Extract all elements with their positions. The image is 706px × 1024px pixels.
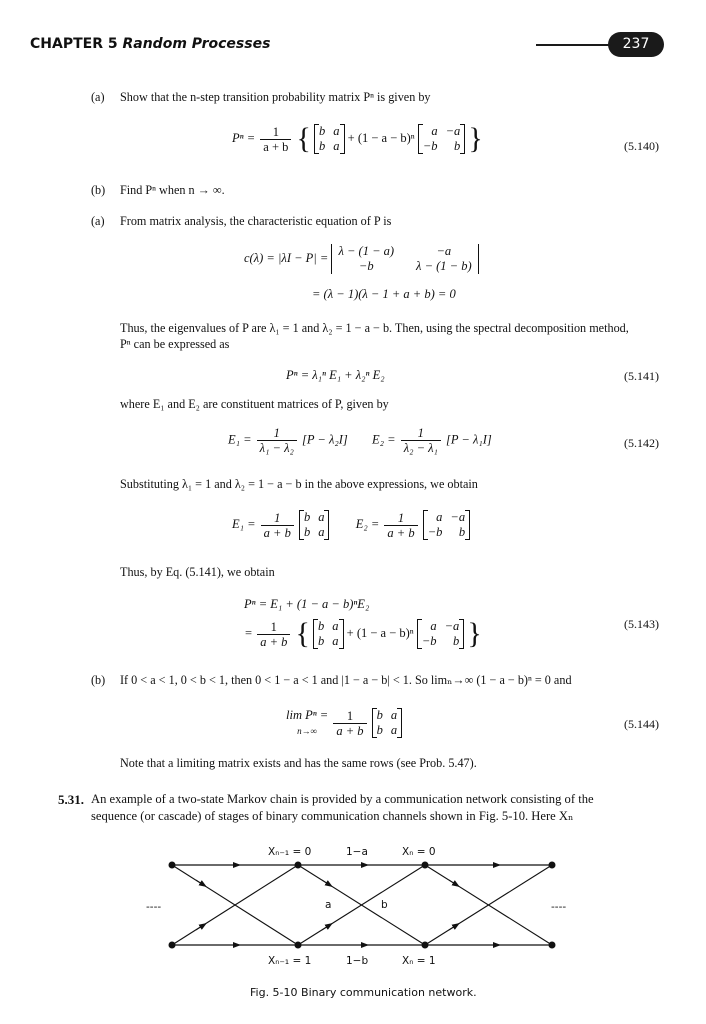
dashes-left: ---- [146,901,162,913]
e2-matrix: a −a −b b [423,510,470,540]
eq-5-140-fraction: $\frac{1}{a + b}$ [260,125,291,154]
eq-5-140-mid: + (1 − a − b)ⁿ [347,130,415,145]
eigen-text-2: Pⁿ can be expressed as [120,337,230,351]
dashes-right: ---- [551,901,567,913]
node-top-0 [169,862,176,869]
label-b: b [381,899,388,911]
part-b-label: (b) [91,183,106,197]
eq-5-140-lhs: Pⁿ = [232,130,256,145]
label-bottom-mid: 1−b [346,955,369,967]
chapter-title: Random Processes [122,36,271,52]
determinant: λ − (1 − a) −a −b λ − (1 − b) [331,244,478,274]
where-text: where E₁ and E₂ are constituent matrices of P, given by [120,397,389,411]
e2-lhs: E₂ = [372,432,396,447]
equation-5-140: Pⁿ = $\frac{1}{a + b}$ { b a b a + (1 − a − b)ⁿ a −a −b b } [232,122,483,155]
chapter-label: CHAPTER 5 [30,36,118,52]
node-top-2 [422,862,429,869]
node-bottom-0 [169,942,176,949]
problem-text-1: An example of a two-state Markov chain is provided by a communication network consisting of the [91,792,594,806]
diag-arrow-5 [449,880,459,887]
e2-fraction: $\frac{1}{\text{λ₂ − λ₁}}$ [401,426,441,455]
part-a-label: (a) [91,90,105,104]
equation-5-144: lim Pⁿ = n→∞ $\frac{1}{a + b}$ b a b a [286,708,402,738]
page-number: 237 [608,32,664,57]
node-bottom-1 [295,942,302,949]
eq-5-141-number: (5.141) [624,369,659,383]
sol-b-label: (b) [91,673,106,687]
equation-5-141: Pⁿ = λ₁ⁿ E₁ + λ₂ⁿ E₂ [286,368,385,382]
node-top-3 [549,862,556,869]
node-bottom-3 [549,942,556,949]
substitution-text: Substituting λ₁ = 1 and λ₂ = 1 − a − b in the above expressions, we obtain [120,477,478,491]
e1-matrix: b a b a [299,510,330,540]
label-top-mid: 1−a [346,846,368,858]
sol-b-text: If 0 < a < 1, 0 < b < 1, then 0 < 1 − a < 1 and |1 − a − b| < 1. So limₙ→∞ (1 − a − b)ⁿ = 0 and [120,673,572,687]
label-bottom-right: Xₙ = 1 [402,955,436,967]
label-a: a [325,899,332,911]
eq-5-142-number: (5.142) [624,436,659,450]
diag-arrow-4 [322,924,332,931]
eq-5-143-line1: Pⁿ = E₁ + (1 − a − b)ⁿE₂ [244,597,370,611]
constituent-matrices: E₁ = $\frac{1}{a + b}$ b a b a E₂ = $\frac{1}{a + b}$ a −a −b b [232,510,470,540]
part-a-text: Show that the n-step transition probability matrix Pⁿ is given by [120,90,431,104]
problem-text-2: sequence (or cascade) of stages of binary communication channels shown in Fig. 5-10. Here Xₙ [91,809,574,823]
matrix-ba: b a b a [314,124,345,154]
e2-rhs: [P − λ₁I] [446,432,492,447]
e1-lhs: E₁ = [228,432,252,447]
diag-arrow-3 [322,880,332,887]
diag-arrow-2 [196,924,206,931]
eq-5-143-number: (5.143) [624,617,659,631]
figure-caption: Fig. 5-10 Binary communication network. [250,986,477,999]
matrix-a-minus-b: a −a −b b [418,124,465,154]
eq-5-144-number: (5.144) [624,717,659,731]
note-text: Note that a limiting matrix exists and has the same rows (see Prob. 5.47). [120,756,477,770]
char-lhs: c(λ) = |λI − P| = [244,250,329,265]
eq-5-143-line2: = $\frac{1}{a + b}$ { b a b a + (1 − a − b)ⁿ a −a −b b } [245,617,482,650]
lim-lhs: lim Pⁿ = [286,708,329,722]
node-top-1 [295,862,302,869]
e1-fraction: $\frac{1}{\text{λ₁ − λ₂}}$ [257,426,297,455]
node-bottom-2 [422,942,429,949]
diag-arrow-1 [196,880,206,887]
label-top-right: Xₙ = 0 [402,846,436,858]
diag-arrow-6 [449,924,459,931]
equation-5-142 [228,426,492,455]
sol-a-text: From matrix analysis, the characteristic equation of P is [120,214,392,228]
characteristic-equation [244,244,479,274]
chapter-header [30,36,270,52]
eq-5-140-number: (5.140) [624,139,659,153]
part-b-text: Find Pⁿ when n → ∞. [120,183,225,197]
thus-text: Thus, by Eq. (5.141), we obtain [120,565,275,579]
char-line-2: = (λ − 1)(λ − 1 + a + b) = 0 [312,287,456,301]
label-bottom-left: Xₙ₋₁ = 1 [268,955,312,967]
label-top-left: Xₙ₋₁ = 0 [268,846,312,858]
eigen-text-1: Thus, the eigenvalues of P are λ₁ = 1 and λ₂ = 1 − a − b. Then, using the spectral decomposition method, [120,321,629,335]
binary-network-diagram [0,840,706,990]
lim-sub: n→∞ [297,726,318,736]
sol-a-label: (a) [91,214,105,228]
problem-number: 5.31. [58,792,84,807]
e1-rhs: [P − λ₂I] [302,432,348,447]
